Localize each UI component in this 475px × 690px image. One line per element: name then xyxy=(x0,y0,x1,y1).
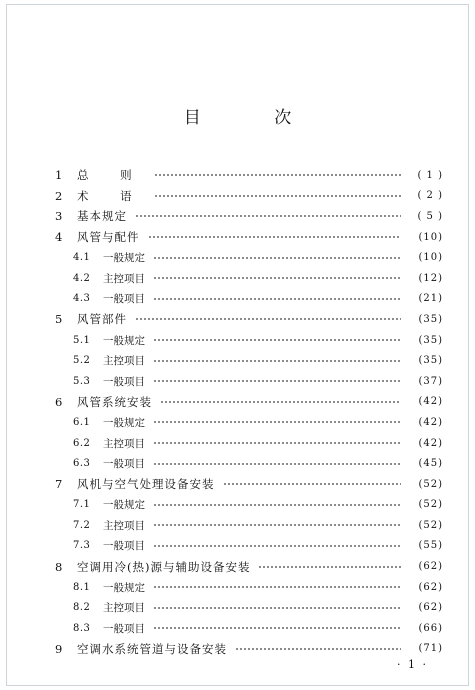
toc-entry-number: 4.1 xyxy=(73,252,91,264)
dot-leader xyxy=(135,318,401,321)
toc-entry-title: 一般项目 xyxy=(103,375,145,388)
toc-entry-page: (62) xyxy=(418,602,443,614)
toc-entry-number: 1 xyxy=(55,168,63,183)
toc-section-entry[interactable] xyxy=(55,247,443,268)
toc-entry-title: 空调用冷(热)源与辅助设备安装 xyxy=(77,559,251,574)
toc-entry-page: ( 2 ) xyxy=(417,190,443,202)
table-of-contents xyxy=(55,165,443,659)
toc-entry-number: 4 xyxy=(55,230,63,245)
toc-entry-page: (66) xyxy=(418,622,443,634)
toc-entry-number: 4.3 xyxy=(73,293,91,305)
toc-entry-number: 8.1 xyxy=(73,581,91,593)
toc-entry-title: 风机与空气处理设备安装 xyxy=(77,477,215,492)
dot-leader xyxy=(153,606,401,609)
toc-entry-title: 风管系统安装 xyxy=(77,394,152,409)
toc-entry-title: 一般项目 xyxy=(103,622,145,635)
dot-leader xyxy=(154,194,401,197)
toc-chapter-entry[interactable] xyxy=(55,227,443,248)
dot-leader xyxy=(235,647,401,650)
dot-leader xyxy=(148,236,402,239)
toc-entry-title: 术 语 xyxy=(77,188,146,203)
dot-leader xyxy=(153,586,401,589)
toc-section-entry[interactable] xyxy=(55,268,443,289)
dot-leader xyxy=(153,297,401,300)
toc-entry-number: 8.3 xyxy=(73,622,91,634)
toc-entry-number: 7.2 xyxy=(73,519,91,531)
toc-entry-page: (62) xyxy=(418,561,443,573)
toc-entry-title: 一般规定 xyxy=(103,499,145,512)
toc-entry-title: 一般规定 xyxy=(103,334,145,347)
toc-chapter-entry[interactable] xyxy=(55,392,443,413)
toc-entry-page: (55) xyxy=(418,540,443,552)
toc-entry-title: 一般项目 xyxy=(103,458,145,471)
toc-section-entry[interactable] xyxy=(55,453,443,474)
toc-entry-number: 6.1 xyxy=(73,416,91,428)
toc-entry-number: 6.2 xyxy=(73,437,91,449)
toc-chapter-entry[interactable] xyxy=(55,309,443,330)
dot-leader xyxy=(153,544,401,547)
toc-entry-page: (71) xyxy=(418,643,443,655)
toc-entry-page: (62) xyxy=(418,581,443,593)
toc-chapter-entry[interactable] xyxy=(55,556,443,577)
toc-section-entry[interactable] xyxy=(55,577,443,598)
toc-entry-page: (45) xyxy=(418,458,443,470)
toc-entry-number: 6 xyxy=(55,394,63,409)
toc-entry-page: (10) xyxy=(418,231,443,243)
dot-leader xyxy=(153,256,401,259)
toc-chapter-entry[interactable] xyxy=(55,206,443,227)
toc-chapter-entry[interactable] xyxy=(55,186,443,207)
page-number: · 1 · xyxy=(397,658,428,671)
dot-leader xyxy=(153,503,401,506)
dot-leader xyxy=(153,359,401,362)
toc-entry-title: 主控项目 xyxy=(103,519,145,532)
page-title: 目 次 xyxy=(183,108,326,128)
toc-entry-number: 4.2 xyxy=(73,272,91,284)
dot-leader xyxy=(223,483,402,486)
toc-chapter-entry[interactable] xyxy=(55,474,443,495)
toc-entry-page: ( 1 ) xyxy=(417,169,443,181)
toc-entry-number: 7 xyxy=(55,477,63,492)
toc-entry-title: 总 则 xyxy=(77,168,146,183)
toc-entry-page: (37) xyxy=(418,375,443,387)
toc-section-entry[interactable] xyxy=(55,371,443,392)
toc-entry-page: (35) xyxy=(418,313,443,325)
toc-entry-number: 6.3 xyxy=(73,458,91,470)
toc-entry-number: 8 xyxy=(55,559,63,574)
toc-entry-page: (52) xyxy=(418,499,443,511)
toc-entry-title: 一般项目 xyxy=(103,540,145,553)
toc-entry-page: (42) xyxy=(418,396,443,408)
toc-entry-number: 8.2 xyxy=(73,602,91,614)
toc-entry-title: 风管部件 xyxy=(77,312,127,327)
toc-entry-title: 一般规定 xyxy=(103,581,145,594)
toc-chapter-entry[interactable] xyxy=(55,639,443,660)
toc-section-entry[interactable] xyxy=(55,289,443,310)
toc-entry-title: 主控项目 xyxy=(103,437,145,450)
toc-entry-page: (52) xyxy=(418,478,443,490)
dot-leader xyxy=(154,174,401,177)
document-page xyxy=(6,4,469,686)
toc-section-entry[interactable] xyxy=(55,515,443,536)
dot-leader xyxy=(153,627,401,630)
toc-entry-number: 5.3 xyxy=(73,375,91,387)
toc-entry-title: 基本规定 xyxy=(77,209,127,224)
dot-leader xyxy=(153,339,401,342)
dot-leader xyxy=(153,442,401,445)
toc-entry-number: 3 xyxy=(55,209,63,224)
toc-entry-title: 空调水系统管道与设备安装 xyxy=(77,641,227,656)
toc-section-entry[interactable] xyxy=(55,350,443,371)
toc-chapter-entry[interactable] xyxy=(55,165,443,186)
dot-leader xyxy=(153,277,401,280)
toc-section-entry[interactable] xyxy=(55,433,443,454)
dot-leader xyxy=(153,380,401,383)
dot-leader xyxy=(160,400,401,403)
toc-entry-page: (21) xyxy=(418,293,443,305)
toc-section-entry[interactable] xyxy=(55,495,443,516)
toc-entry-number: 5.2 xyxy=(73,355,91,367)
dot-leader xyxy=(135,215,401,218)
toc-entry-page: (12) xyxy=(418,272,443,284)
toc-entry-title: 一般规定 xyxy=(103,252,145,265)
toc-entry-number: 2 xyxy=(55,188,63,203)
toc-entry-title: 一般项目 xyxy=(103,293,145,306)
toc-entry-title: 主控项目 xyxy=(103,602,145,615)
dot-leader xyxy=(153,524,401,527)
toc-section-entry[interactable] xyxy=(55,618,443,639)
toc-entry-number: 7.3 xyxy=(73,540,91,552)
toc-entry-page: (42) xyxy=(418,416,443,428)
toc-entry-title: 主控项目 xyxy=(103,355,145,368)
toc-entry-page: (10) xyxy=(418,252,443,264)
dot-leader xyxy=(153,462,401,465)
toc-entry-page: (52) xyxy=(418,519,443,531)
dot-leader xyxy=(258,565,401,568)
toc-entry-title: 风管与配件 xyxy=(77,230,140,245)
toc-entry-page: (42) xyxy=(418,437,443,449)
toc-section-entry[interactable] xyxy=(55,536,443,557)
toc-entry-number: 5.1 xyxy=(73,334,91,346)
toc-entry-number: 7.1 xyxy=(73,499,91,511)
toc-section-entry[interactable] xyxy=(55,597,443,618)
toc-entry-title: 一般规定 xyxy=(103,416,145,429)
toc-section-entry[interactable] xyxy=(55,330,443,351)
toc-entry-page: ( 5 ) xyxy=(417,210,443,222)
toc-section-entry[interactable] xyxy=(55,412,443,433)
toc-entry-number: 9 xyxy=(55,641,63,656)
toc-entry-page: (35) xyxy=(418,334,443,346)
dot-leader xyxy=(153,421,401,424)
toc-entry-number: 5 xyxy=(55,312,63,327)
toc-entry-page: (35) xyxy=(418,355,443,367)
toc-entry-title: 主控项目 xyxy=(103,272,145,285)
